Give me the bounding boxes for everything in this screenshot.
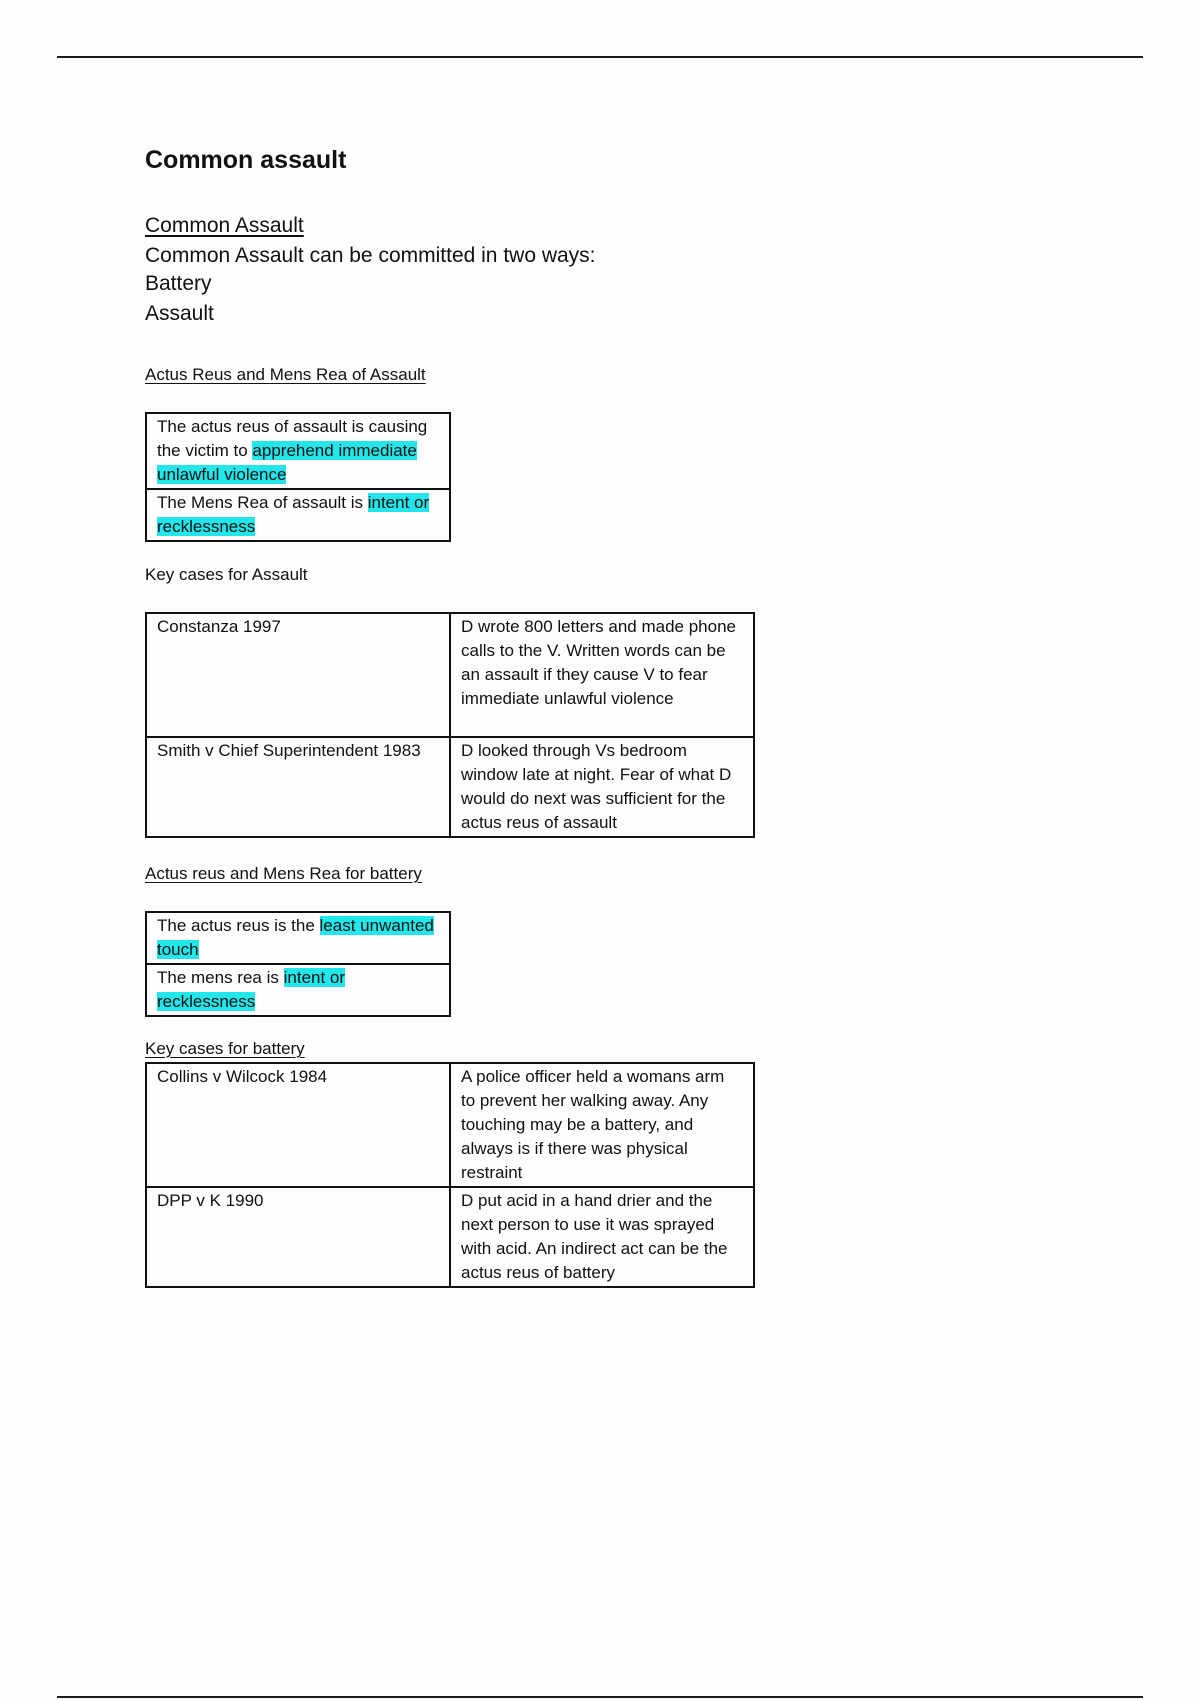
cell-text: The actus reus of assault is causing the victim to [157, 417, 428, 460]
battery-elements-heading: Actus reus and Mens Rea for battery [145, 864, 422, 883]
assault-elements-heading: Actus Reus and Mens Rea of Assault [145, 365, 426, 384]
case-detail: D looked through Vs bedroom window late at night. Fear of what D would do next was sufficient for the actus reus of assault [450, 737, 754, 837]
table-row [146, 912, 450, 964]
intro-heading: Common Assault [145, 214, 304, 237]
highlighted-text: intent or recklessness [157, 968, 346, 1011]
cell-text: The actus reus is the [157, 916, 320, 935]
table-row [146, 1063, 754, 1187]
table-row [146, 413, 450, 489]
case-name: Collins v Wilcock 1984 [146, 1063, 450, 1187]
table-cell [146, 912, 450, 964]
cell-text: The mens rea is [157, 968, 284, 987]
assault-cases-heading: Key cases for Assault [145, 565, 308, 584]
highlighted-text: intent or recklessness [157, 493, 430, 536]
intro-line: Common Assault can be committed in two ways: [145, 244, 596, 267]
cell-text: The Mens Rea of assault is [157, 493, 368, 512]
table-row [146, 613, 754, 737]
header-rule [57, 56, 1143, 58]
footer-rule [57, 1696, 1143, 1698]
assault-elements-table [145, 412, 451, 542]
battery-elements-table [145, 911, 451, 1017]
case-detail: D wrote 800 letters and made phone calls to the V. Written words can be an assault if they cause V to fear immediate unlawful violence [450, 613, 754, 737]
table-row [146, 1187, 754, 1287]
table-cell [146, 489, 450, 541]
case-name: DPP v K 1990 [146, 1187, 450, 1287]
table-row [146, 737, 754, 837]
battery-cases-table [145, 1062, 755, 1288]
table-row [146, 489, 450, 541]
table-row [146, 964, 450, 1016]
case-detail: D put acid in a hand drier and the next person to use it was sprayed with acid. An indirect act can be the actus reus of battery [450, 1187, 754, 1287]
way-item: Assault [145, 302, 214, 325]
battery-cases-heading: Key cases for battery [145, 1039, 305, 1058]
table-cell [146, 964, 450, 1016]
highlighted-text: least unwanted touch [157, 916, 434, 959]
highlighted-text: apprehend immediate unlawful violence [157, 441, 417, 484]
case-name: Smith v Chief Superintendent 1983 [146, 737, 450, 837]
page-title: Common assault [145, 146, 347, 174]
case-name: Constanza 1997 [146, 613, 450, 737]
assault-cases-table [145, 612, 755, 838]
case-detail: A police officer held a womans arm to prevent her walking away. Any touching may be a battery, and always is if there was physical restraint [450, 1063, 754, 1187]
way-item: Battery [145, 272, 212, 295]
table-cell [146, 413, 450, 489]
